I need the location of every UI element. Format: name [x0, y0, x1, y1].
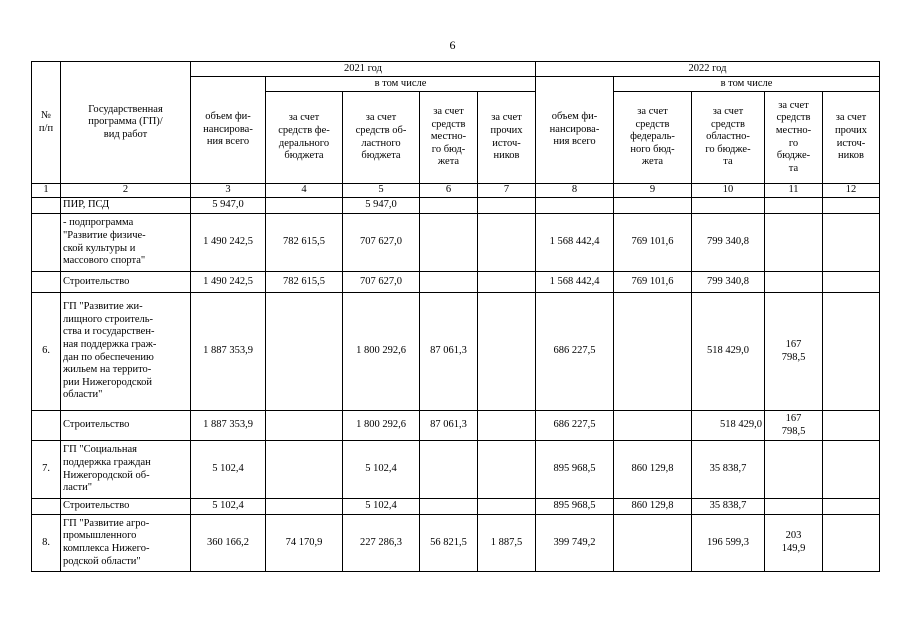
cell-c7	[478, 214, 536, 272]
col-number: 1	[32, 184, 61, 198]
cell-c10: 518 429,0	[692, 411, 765, 441]
header-c7: за счет прочих источ- ников	[478, 92, 536, 184]
table-row	[32, 272, 880, 293]
row-no	[32, 214, 61, 272]
table-row	[32, 198, 880, 214]
cell-c8: 1 568 442,4	[536, 214, 614, 272]
cell-c10: 35 838,7	[692, 499, 765, 515]
cell-c4	[266, 198, 343, 214]
cell-c12	[823, 214, 880, 272]
row-no	[32, 272, 61, 293]
financing-table	[31, 61, 880, 572]
cell-c7	[478, 411, 536, 441]
cell-c10: 518 429,0	[692, 293, 765, 411]
header-c5: за счет средств об- ластного бюджета	[343, 92, 420, 184]
col-number: 10	[692, 184, 765, 198]
header-c3: объем фи- нансирова- ния всего	[191, 77, 266, 184]
cell-c11: 167 798,5	[765, 293, 823, 411]
col-number: 9	[614, 184, 692, 198]
table-row	[32, 515, 880, 572]
cell-c11	[765, 441, 823, 499]
cell-c7	[478, 441, 536, 499]
cell-c11	[765, 499, 823, 515]
cell-c6: 56 821,5	[420, 515, 478, 572]
row-no	[32, 198, 61, 214]
cell-c9	[614, 198, 692, 214]
row-no: 6.	[32, 293, 61, 411]
header-incl-2022: в том числе	[614, 77, 880, 92]
cell-c12	[823, 441, 880, 499]
cell-c6	[420, 198, 478, 214]
cell-c10: 35 838,7	[692, 441, 765, 499]
cell-c5: 707 627,0	[343, 214, 420, 272]
cell-c12	[823, 515, 880, 572]
cell-c6	[420, 214, 478, 272]
row-name: ГП "Социальная поддержка граждан Нижегородской об- ласти"	[61, 441, 191, 499]
cell-c9	[614, 293, 692, 411]
cell-c3: 5 102,4	[191, 499, 266, 515]
cell-c11	[765, 214, 823, 272]
col-number: 7	[478, 184, 536, 198]
header-c12: за счет прочих источ- ников	[823, 92, 880, 184]
header-c8: объем фи- нансирова- ния всего	[536, 77, 614, 184]
cell-c5: 5 102,4	[343, 441, 420, 499]
cell-c12	[823, 411, 880, 441]
cell-c9: 769 101,6	[614, 214, 692, 272]
cell-c8: 895 968,5	[536, 499, 614, 515]
cell-c7	[478, 499, 536, 515]
cell-c9: 769 101,6	[614, 272, 692, 293]
cell-c12	[823, 293, 880, 411]
cell-c11: 167 798,5	[765, 411, 823, 441]
cell-c4	[266, 499, 343, 515]
header-c4: за счет средств фе- дерального бюджета	[266, 92, 343, 184]
header-c11: за счет средств местно- го бюдже- та	[765, 92, 823, 184]
col-number: 11	[765, 184, 823, 198]
row-name: Строительство	[61, 411, 191, 441]
cell-c8: 1 568 442,4	[536, 272, 614, 293]
cell-c7	[478, 198, 536, 214]
cell-c10: 196 599,3	[692, 515, 765, 572]
header-year-2022: 2022 год	[536, 62, 880, 77]
row-no	[32, 499, 61, 515]
header-c10: за счет средств областно- го бюдже- та	[692, 92, 765, 184]
cell-c3: 1 887 353,9	[191, 293, 266, 411]
col-number: 8	[536, 184, 614, 198]
cell-c4: 74 170,9	[266, 515, 343, 572]
col-number: 6	[420, 184, 478, 198]
col-number: 5	[343, 184, 420, 198]
cell-c3: 1 490 242,5	[191, 214, 266, 272]
cell-c6	[420, 272, 478, 293]
cell-c10	[692, 198, 765, 214]
table-row	[32, 441, 880, 499]
header-c9: за счет средств федераль- ного бюд- жета	[614, 92, 692, 184]
cell-c12	[823, 272, 880, 293]
cell-c4: 782 615,5	[266, 272, 343, 293]
cell-c5: 1 800 292,6	[343, 411, 420, 441]
cell-c8: 686 227,5	[536, 293, 614, 411]
cell-c3: 5 947,0	[191, 198, 266, 214]
header-c6: за счет средств местно- го бюд- жета	[420, 92, 478, 184]
cell-c3: 360 166,2	[191, 515, 266, 572]
cell-c3: 5 102,4	[191, 441, 266, 499]
cell-c5: 5 947,0	[343, 198, 420, 214]
cell-c7	[478, 272, 536, 293]
page-number: 6	[449, 38, 456, 52]
row-name: Строительство	[61, 272, 191, 293]
cell-c12	[823, 198, 880, 214]
cell-c12	[823, 499, 880, 515]
cell-c5: 227 286,3	[343, 515, 420, 572]
cell-c8	[536, 198, 614, 214]
cell-c6	[420, 441, 478, 499]
cell-c5: 707 627,0	[343, 272, 420, 293]
cell-c6: 87 061,3	[420, 293, 478, 411]
header-col-no: № п/п	[32, 62, 61, 184]
row-name: ГП "Развитие агро- промышленного комплекса Нижего- родской области"	[61, 515, 191, 572]
cell-c7	[478, 293, 536, 411]
cell-c11: 203 149,9	[765, 515, 823, 572]
cell-c8: 399 749,2	[536, 515, 614, 572]
header-incl-2021: в том числе	[266, 77, 536, 92]
row-no	[32, 411, 61, 441]
cell-c9	[614, 411, 692, 441]
header-year-2021: 2021 год	[191, 62, 536, 77]
cell-c9	[614, 515, 692, 572]
col-number: 4	[266, 184, 343, 198]
row-name: Строительство	[61, 499, 191, 515]
cell-c11	[765, 198, 823, 214]
cell-c4	[266, 411, 343, 441]
cell-c10: 799 340,8	[692, 272, 765, 293]
cell-c3: 1 887 353,9	[191, 411, 266, 441]
table-row	[32, 214, 880, 272]
cell-c5: 1 800 292,6	[343, 293, 420, 411]
cell-c11	[765, 272, 823, 293]
header-col-program: Государственная программа (ГП)/ вид работ	[61, 62, 191, 184]
row-no: 7.	[32, 441, 61, 499]
cell-c9: 860 129,8	[614, 441, 692, 499]
cell-c8: 686 227,5	[536, 411, 614, 441]
cell-c4	[266, 441, 343, 499]
cell-c3: 1 490 242,5	[191, 272, 266, 293]
table-row	[32, 411, 880, 441]
cell-c8: 895 968,5	[536, 441, 614, 499]
cell-c7: 1 887,5	[478, 515, 536, 572]
row-no: 8.	[32, 515, 61, 572]
cell-c5: 5 102,4	[343, 499, 420, 515]
table-row	[32, 293, 880, 411]
cell-c9: 860 129,8	[614, 499, 692, 515]
cell-c4: 782 615,5	[266, 214, 343, 272]
cell-c4	[266, 293, 343, 411]
col-number: 12	[823, 184, 880, 198]
cell-c6	[420, 499, 478, 515]
col-number: 2	[61, 184, 191, 198]
row-name: - подпрограмма "Развитие физиче- ской культуры и массового спорта"	[61, 214, 191, 272]
row-name: ПИР, ПСД	[61, 198, 191, 214]
cell-c10: 799 340,8	[692, 214, 765, 272]
table-row	[32, 499, 880, 515]
col-number: 3	[191, 184, 266, 198]
cell-c6: 87 061,3	[420, 411, 478, 441]
row-name: ГП "Развитие жи- лищного строитель- ства и государствен- ная поддержка граж- дан по обеспечению жильем на террито- рии Нижегородской области"	[61, 293, 191, 411]
